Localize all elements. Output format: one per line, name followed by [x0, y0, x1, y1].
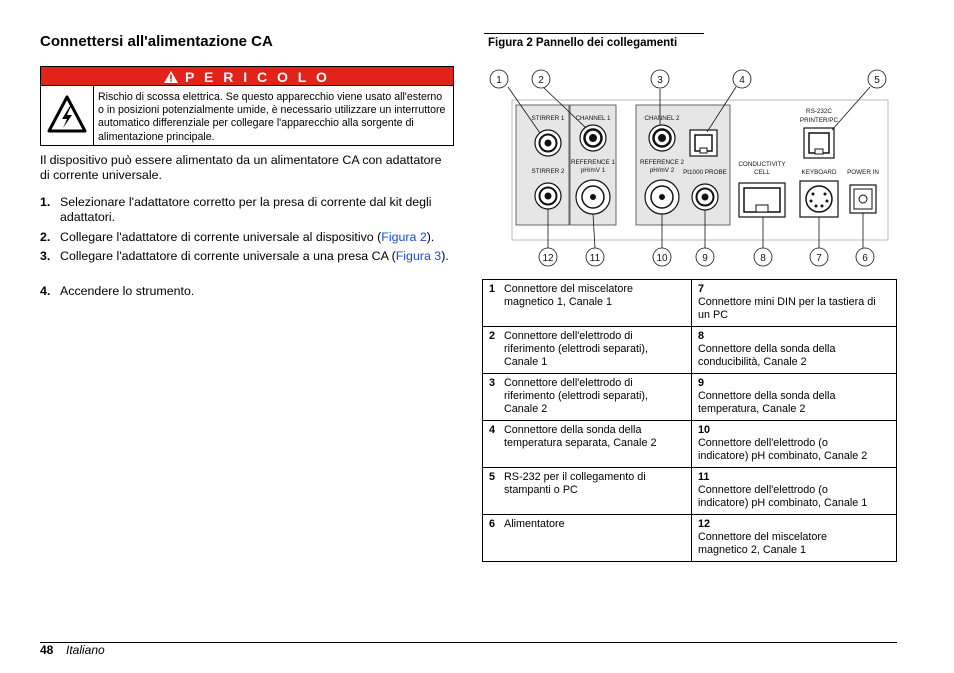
callout-10: [653, 248, 671, 266]
legend-description: Connettore dell'elettrodo di riferimento (elettrodi separati), Canale 1: [504, 330, 649, 368]
legend-number: 2: [489, 330, 496, 342]
legend-description: RS-232 per il collegamento di stampanti o PC: [504, 471, 646, 496]
figure-rule: [484, 33, 704, 34]
legend-number: 9: [698, 377, 705, 389]
svg-text:3: 3: [657, 75, 663, 86]
svg-text:8: 8: [760, 253, 766, 264]
reference2-connector: [649, 125, 675, 151]
table-row: [483, 515, 897, 562]
footer-rule: [40, 642, 897, 643]
conductivity-rj-connector: [739, 183, 785, 217]
danger-icon-cell: [41, 86, 94, 145]
legend-description: Connettore dell'elettrodo (o indicatore) pH combinato, Canale 1: [698, 484, 868, 509]
section-title: Connettersi all'alimentazione CA: [40, 33, 273, 50]
footer-language: Italiano: [66, 643, 105, 657]
step-1: [40, 195, 454, 225]
connection-panel-figure: [482, 60, 897, 275]
rs232-label: RS-232C: [806, 108, 832, 115]
legend-cell: [483, 327, 692, 374]
rs232-rj-connector: [804, 128, 834, 158]
reference1-connector: [580, 125, 606, 151]
step-3: [40, 249, 454, 279]
legend-description: Connettore della sonda della temperatura separata, Canale 2: [504, 424, 657, 449]
table-row: [483, 421, 897, 468]
danger-banner: [40, 66, 454, 86]
legend-cell: [483, 374, 692, 421]
step-text-part: ).: [441, 249, 449, 263]
table-row: [483, 468, 897, 515]
legend-cell: [692, 515, 897, 562]
svg-text:4: 4: [739, 75, 745, 86]
phmv1-label: pH/mV 1: [580, 167, 606, 174]
step-4: [40, 284, 454, 300]
legend-description: Connettore del miscelatore magnetico 1, Canale 1: [504, 283, 634, 308]
legend-number: 5: [489, 471, 496, 483]
page-number: 48: [40, 643, 54, 657]
legend-description: Connettore della sonda della conducibilità, Canale 2: [698, 343, 836, 368]
cell-label: CELL: [754, 169, 770, 176]
power-in-label: POWER IN: [847, 169, 879, 176]
svg-text:6: 6: [862, 253, 868, 264]
callout-11: [586, 248, 604, 266]
danger-text: Rischio di scossa elettrica. Se questo apparecchio viene usato all'esterno o in posizioni potenzialmente umide, è necessario utilizzare un interruttore automatico differenziale per collegare l'apparecchio alla sorgente di alimentazione principale.: [98, 91, 446, 143]
legend-number: 11: [698, 471, 710, 483]
stirrer2-label: STIRRER 2: [531, 168, 565, 175]
stirrer1-connector: [535, 130, 561, 156]
legend-cell: [692, 421, 897, 468]
channel2-rj-connector: [690, 130, 717, 156]
legend-description: Alimentatore: [504, 518, 565, 530]
table-row: [483, 327, 897, 374]
callout-3: [651, 70, 669, 88]
legend-number: 7: [698, 283, 705, 295]
legend-cell: [483, 280, 692, 327]
legend-cell: [483, 468, 692, 515]
figure-3-link[interactable]: Figura 3: [395, 249, 442, 263]
svg-text:11: 11: [589, 253, 601, 264]
legend-number: 3: [489, 377, 496, 389]
danger-label: P E R I C O L O: [185, 69, 330, 85]
channel2-label: CHANNEL 2: [644, 115, 680, 122]
step-number: 2.: [40, 230, 51, 244]
legend-number: 12: [698, 518, 711, 530]
callout-2: [532, 70, 550, 88]
keyboard-label: KEYBOARD: [801, 169, 837, 176]
electric-shock-icon: [47, 95, 87, 135]
svg-text:2: 2: [538, 75, 544, 86]
callout-7: [810, 248, 828, 266]
svg-text:9: 9: [702, 253, 708, 264]
legend-number: 8: [698, 330, 705, 342]
figure-legend-table: [482, 279, 897, 562]
callout-12: [539, 248, 557, 266]
step-text-part: Collegare l'adattatore di corrente universale a una presa CA (: [60, 249, 396, 263]
legend-number: 1: [489, 283, 496, 295]
legend-cell: [692, 327, 897, 374]
legend-description: Connettore mini DIN per la tastiera di un PC: [698, 296, 876, 321]
svg-text:7: 7: [816, 253, 822, 264]
conductivity-label: CONDUCTIVITY: [738, 161, 786, 168]
legend-description: Connettore dell'elettrodo (o indicatore) pH combinato, Canale 2: [698, 437, 868, 462]
phmv1-bnc-connector: [576, 180, 610, 214]
printer-pc-label: PRINTER/PC: [799, 117, 839, 124]
legend-description: Connettore del miscelatore magnetico 2, Canale 1: [698, 531, 828, 556]
phmv2-label: pH/mV 2: [649, 167, 675, 174]
legend-number: 6: [489, 518, 496, 530]
step-text-part: Collegare l'adattatore di corrente universale al dispositivo (: [60, 230, 382, 244]
svg-text:1: 1: [496, 75, 502, 86]
step-text: Selezionare l'adattatore corretto per la presa di corrente dal kit degli adattatori.: [60, 195, 432, 224]
legend-description: Connettore dell'elettrodo di riferimento (elettrodi separati), Canale 2: [504, 377, 649, 415]
callout-6: [856, 248, 874, 266]
legend-number: 10: [698, 424, 711, 436]
channel1-label: CHANNEL 1: [575, 115, 611, 122]
step-text-part: ).: [426, 230, 435, 244]
svg-text:10: 10: [656, 253, 668, 264]
warning-triangle-icon: [164, 71, 178, 83]
step-text: [60, 249, 454, 264]
power-in-connector: [850, 185, 876, 213]
stirrer2-connector: [535, 183, 561, 209]
legend-cell: [483, 515, 692, 562]
reference2-label: REFERENCE 2: [639, 159, 685, 166]
table-row: [483, 374, 897, 421]
legend-cell: [692, 280, 897, 327]
callout-5: [868, 70, 886, 88]
callout-1: [490, 70, 508, 88]
pt1000-label: Pt1000 PROBE: [683, 169, 727, 176]
callout-4: [733, 70, 751, 88]
callout-9: [696, 248, 714, 266]
table-row: [483, 280, 897, 327]
phmv2-bnc-connector: [645, 180, 679, 214]
legend-number: 4: [489, 424, 496, 436]
legend-description: Connettore della sonda della temperatura, Canale 2: [698, 390, 836, 415]
legend-cell: [692, 468, 897, 515]
legend-cell: [483, 421, 692, 468]
step-number: 4.: [40, 284, 51, 298]
step-text: [60, 230, 454, 245]
legend-cell: [692, 374, 897, 421]
figure-caption: Figura 2 Pannello dei collegamenti: [488, 37, 678, 49]
svg-text:5: 5: [874, 75, 880, 86]
callout-8: [754, 248, 772, 266]
step-text: Accendere lo strumento.: [60, 284, 195, 298]
reference1-label: REFERENCE 1: [570, 159, 616, 166]
figure-2-link[interactable]: Figura 2: [381, 230, 427, 244]
stirrer1-label: STIRRER 1: [531, 115, 565, 122]
step-2: [40, 230, 454, 246]
step-number: 1.: [40, 195, 51, 209]
intro-paragraph: Il dispositivo può essere alimentato da un alimentatore CA con adattatore di corrente universale.: [40, 153, 442, 182]
keyboard-mini-din-connector: [800, 181, 838, 217]
pt1000-connector: [692, 184, 718, 210]
danger-box: [40, 86, 454, 146]
step-number: 3.: [40, 249, 51, 263]
svg-text:12: 12: [542, 253, 554, 264]
